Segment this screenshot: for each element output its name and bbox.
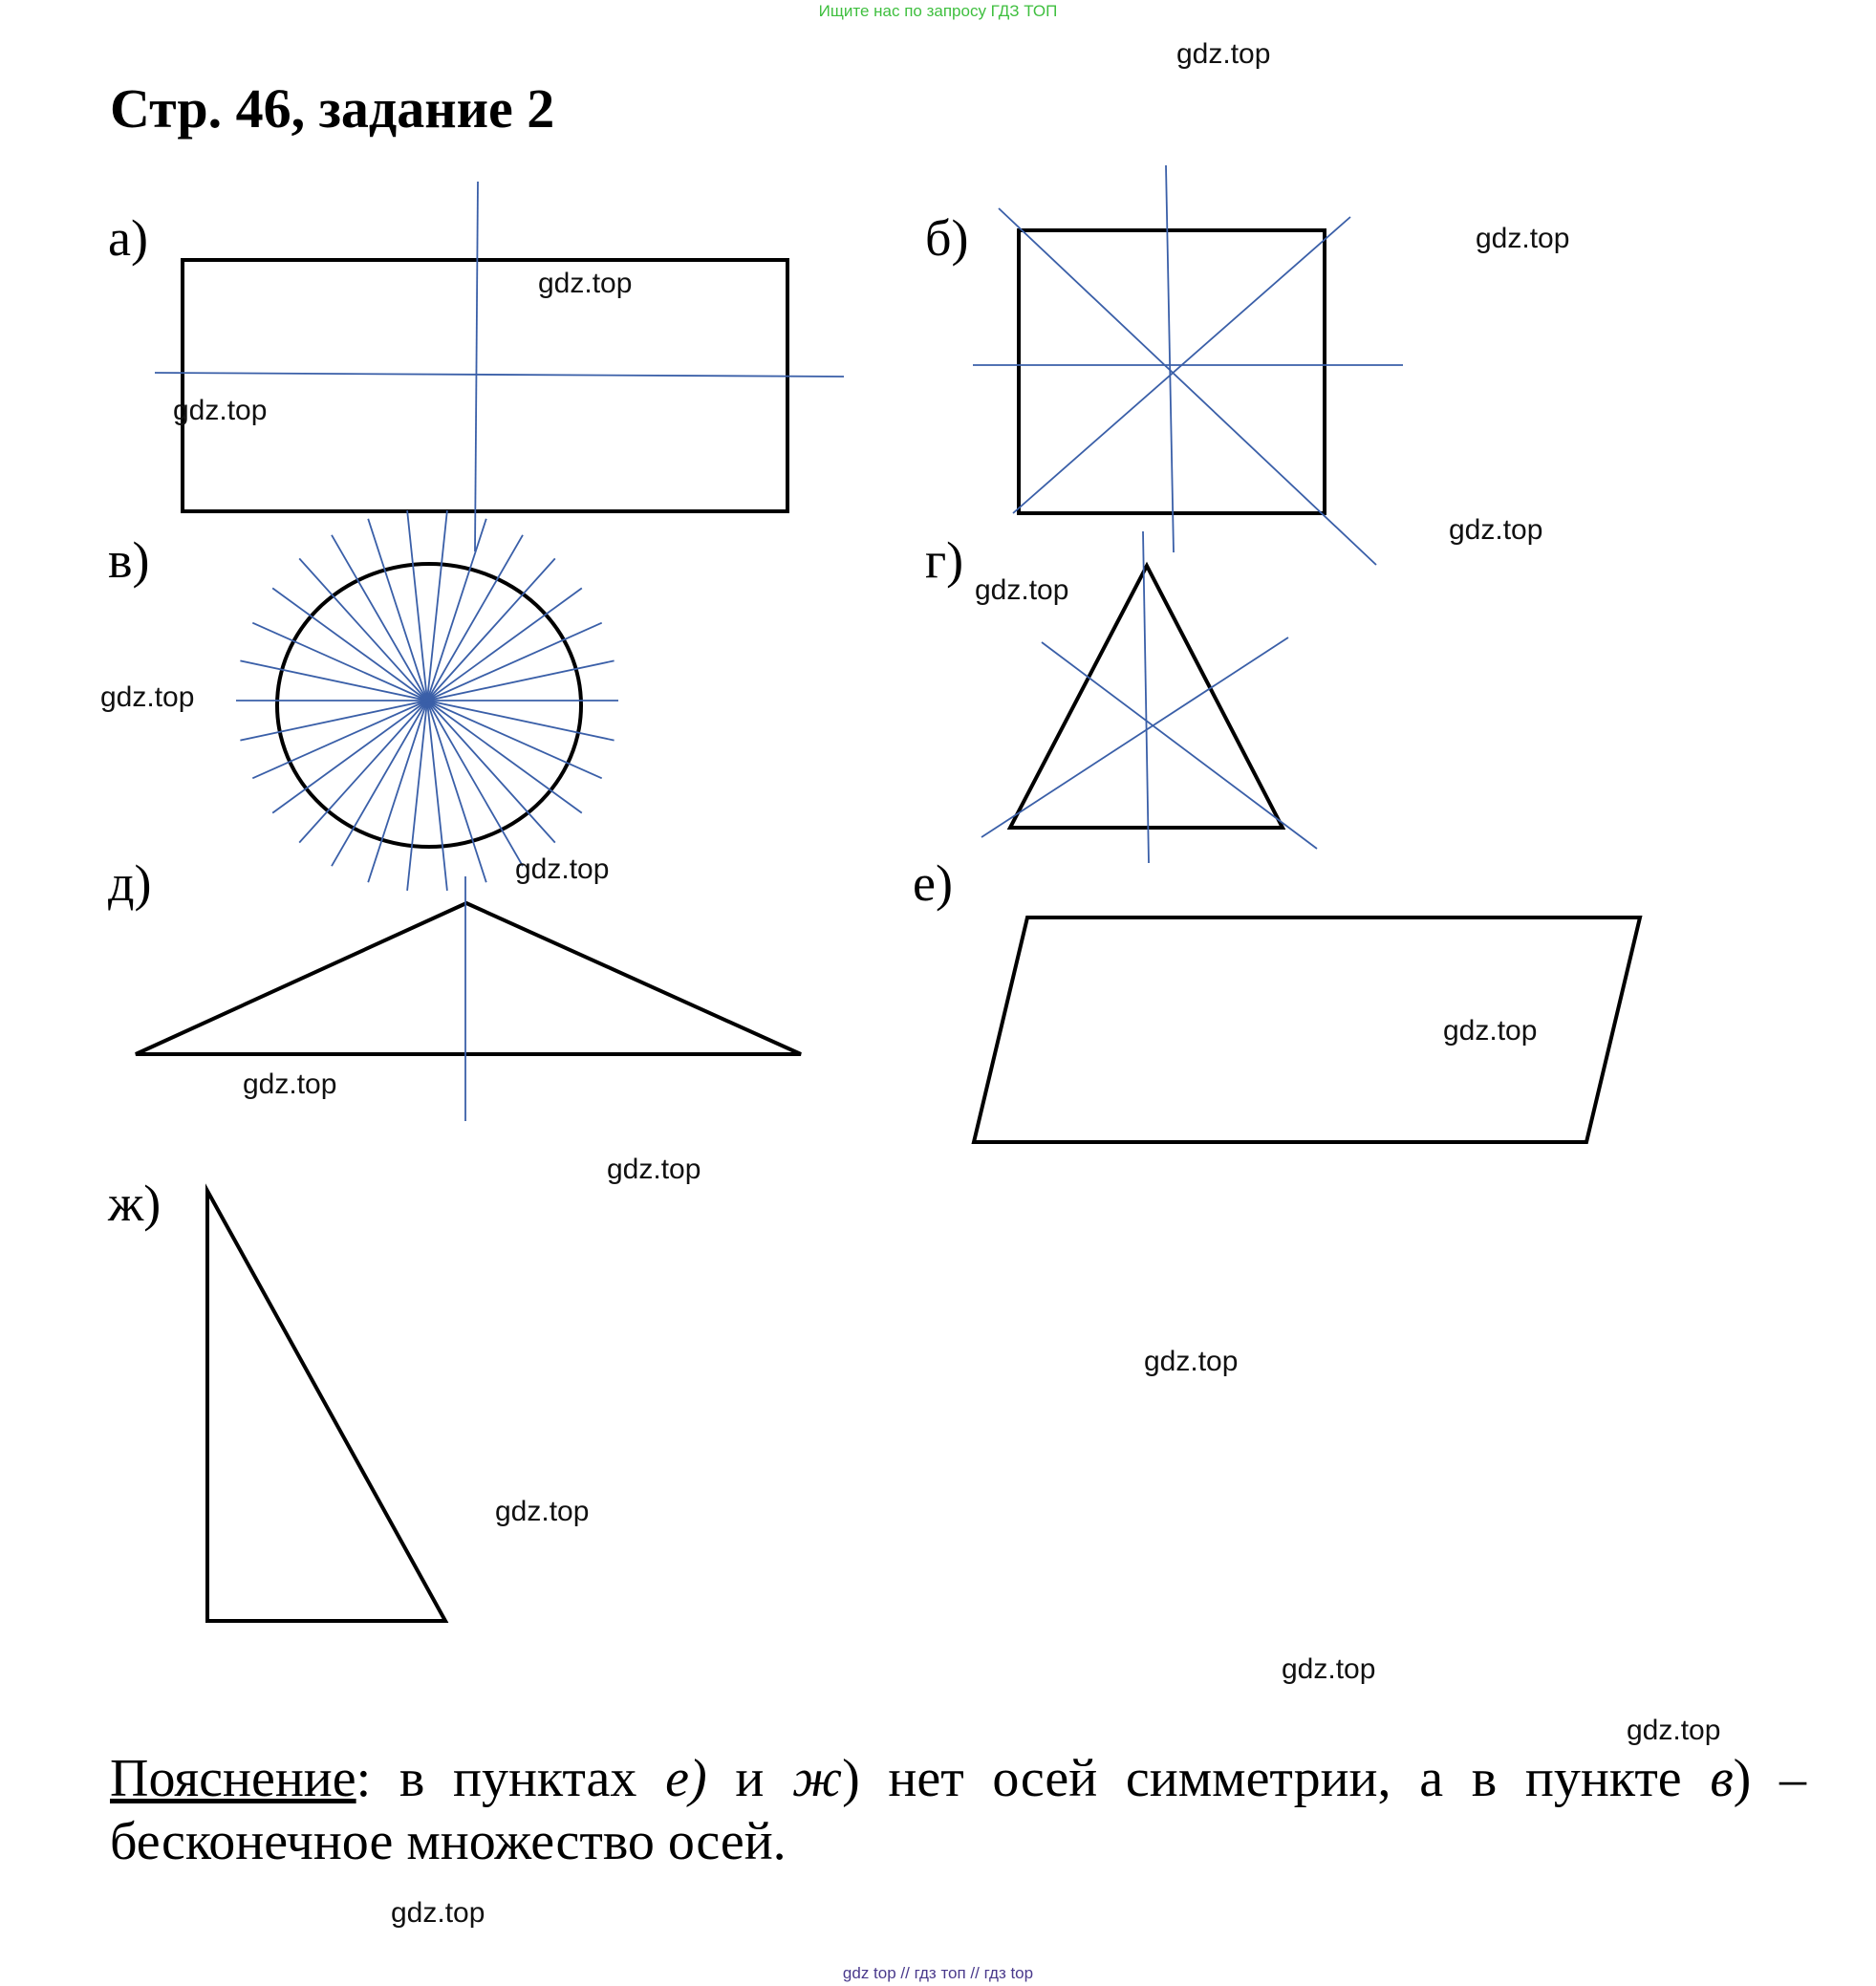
- watermark-text: gdz.top: [515, 853, 610, 885]
- watermark-text: gdz.top: [1443, 1015, 1538, 1047]
- page-title: Стр. 46, задание 2: [110, 77, 555, 140]
- watermark-text: gdz.top: [1476, 223, 1570, 254]
- figure-label-d: д): [108, 854, 152, 912]
- figure-e-parallelogram: [974, 917, 1640, 1142]
- figure-v-circle: [236, 510, 618, 891]
- symmetry-axis: [981, 637, 1288, 837]
- watermark-text: gdz.top: [243, 1069, 337, 1100]
- watermark-text: gdz.top: [1144, 1346, 1239, 1377]
- explanation-paragraph: [110, 1747, 1806, 1873]
- watermark-text: gdz.top: [1627, 1715, 1721, 1746]
- watermark-text: gdz.top: [538, 268, 633, 299]
- figure-label-zh: ж): [108, 1175, 162, 1232]
- symmetry-axis: [1143, 531, 1149, 863]
- figure-label-b: б): [925, 209, 969, 267]
- figure-d-triangle: [136, 876, 801, 1121]
- parallelogram-outline: [974, 917, 1640, 1142]
- figure-label-v: в): [108, 531, 150, 589]
- explanation-text: ) нет осей симметрии, а в пункте: [842, 1749, 1711, 1808]
- triangle-outline: [136, 903, 801, 1054]
- symmetry-axis: [1166, 165, 1174, 552]
- explanation-text: и: [706, 1749, 792, 1808]
- watermark-text: gdz.top: [1176, 38, 1271, 70]
- watermark-text: gdz.top: [100, 681, 195, 713]
- explanation-ref: е): [665, 1749, 707, 1808]
- watermark-text: gdz.top: [173, 395, 268, 426]
- figure-b-square: [973, 165, 1403, 565]
- rectangle-outline: [183, 260, 787, 511]
- explanation-text: : в пунктах: [356, 1749, 666, 1808]
- symmetry-axis: [475, 182, 478, 551]
- figure-label-a: а): [108, 209, 148, 267]
- footer-banner: gdz top // гдз топ // гдз top: [842, 1964, 1034, 1982]
- explanation-ref: в: [1710, 1749, 1734, 1808]
- symmetry-axis: [1042, 642, 1317, 849]
- watermark-text: gdz.top: [975, 574, 1069, 606]
- watermark-text: gdz.top: [1449, 514, 1543, 546]
- watermark-text: gdz.top: [1282, 1653, 1376, 1685]
- watermark-text: gdz.top: [391, 1897, 485, 1929]
- figure-label-g: г): [925, 531, 964, 589]
- search-hint-banner: Ищите нас по запросу ГДЗ ТОП: [818, 2, 1058, 20]
- figure-label-e: е): [913, 854, 953, 912]
- figure-a-rectangle: [155, 182, 844, 551]
- symmetry-axis: [155, 373, 844, 377]
- explanation-heading: Пояснение: [110, 1749, 356, 1808]
- circle-axes-group: [236, 510, 618, 891]
- explanation-text: ) – бесконечное множество осей.: [110, 1749, 1806, 1871]
- explanation-ref: ж: [792, 1749, 843, 1808]
- watermark-text: gdz.top: [607, 1154, 701, 1185]
- watermark-text: gdz.top: [495, 1496, 590, 1527]
- triangle-outline: [207, 1191, 445, 1621]
- figure-zh-triangle: [207, 1191, 445, 1621]
